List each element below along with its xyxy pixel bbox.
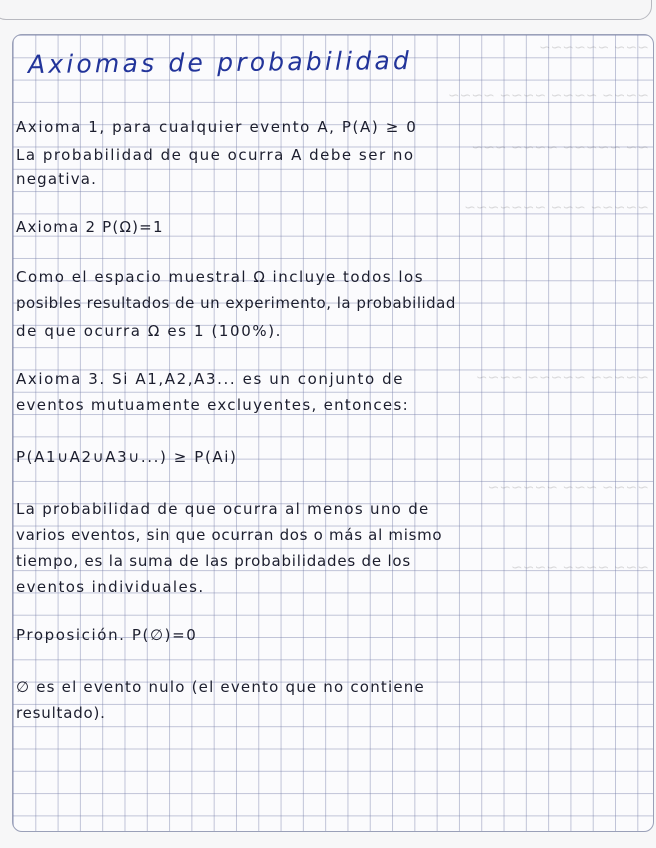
previous-page-edge xyxy=(0,0,652,20)
axiom-2-statement: Axioma 2 P(Ω)=1 xyxy=(16,218,164,236)
axiom-3-explanation-line-2: varios eventos, sin que ocurran dos o más al mismo xyxy=(16,526,443,544)
axiom-3-explanation-line-4: eventos individuales. xyxy=(16,578,205,596)
proposition-explanation-line-2: resultado). xyxy=(16,704,106,722)
proposition-explanation-line-1: ∅ es el evento nulo (el evento que no contiene xyxy=(16,678,425,696)
axiom-3-explanation-line-3: tiempo, es la suma de las probabilidades de los xyxy=(16,552,412,570)
axiom-1-statement: Axioma 1, para cualquier evento A, P(A) ≥ 0 xyxy=(16,118,418,136)
axiom-1-explanation-line-2: negativa. xyxy=(16,170,98,188)
axiom-2-explanation-line-1: Como el espacio muestral Ω incluye todos los xyxy=(16,268,425,286)
page-title: Axiomas de probabilidad xyxy=(27,45,413,80)
proposition-statement: Proposición. P(∅)=0 xyxy=(16,626,198,644)
axiom-3-explanation-line-1: La probabilidad de que ocurra al menos uno de xyxy=(16,500,430,518)
axiom-3-statement-line-2: eventos mutuamente excluyentes, entonces: xyxy=(16,396,409,414)
axiom-2-explanation-line-3: de que ocurra Ω es 1 (100%). xyxy=(16,322,283,340)
axiom-1-explanation-line-1: La probabilidad de que ocurra A debe ser no xyxy=(16,146,415,164)
axiom-2-explanation-line-2: posibles resultados de un experimento, la probabilidad xyxy=(16,294,456,312)
axiom-3-formula: P(A1∪A2∪A3∪...) ≥ P(Ai) xyxy=(16,448,238,466)
bleed-through-text: ~~~ ~~~~~~ ~~~~ ~~~~ ~~~~ ~~~~ ~~ ~~~~~ ~~~~ ~~~ ~~~~~ ~~~ ~~~~~~~ ~~~~~ ~~~~~ ~~~~ ~~~~ ~~~ ~~~~~~ ~~~ ~~~~ ~~~~ xyxy=(447,40,649,576)
axiom-3-statement-line-1: Axioma 3. Si A1,A2,A3... es un conjunto de xyxy=(16,370,405,388)
